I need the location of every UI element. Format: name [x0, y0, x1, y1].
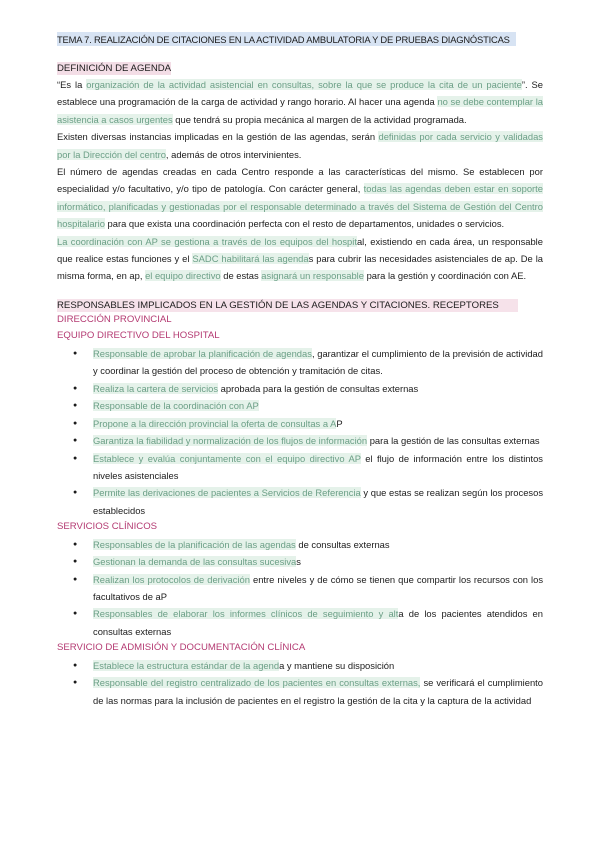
list-item: ● Responsable de la coordinación con AP [57, 397, 543, 414]
paragraph-definicion-2: Existen diversas instancias implicadas en la gestión de las agendas, serán definidas por cada servicio y validadas por la Dirección del centro, además de otros intervinientes. [57, 131, 543, 160]
document-title: TEMA 7. REALIZACIÓN DE CITACIONES EN LA ACTIVIDAD AMBULATORIA Y DE PRUEBAS DIAGNÓSTICAS [57, 32, 516, 46]
list-item: ● Gestionan la demanda de las consultas sucesivas [57, 553, 543, 570]
list-item: ● Responsable de aprobar la planificación de agendas, garantizar el cumplimiento de la previsión de actividad y coordinar la gestión del proceso de obtención y tramitación de citas. [57, 345, 543, 380]
section-heading-definicion: DEFINICIÓN DE AGENDA [57, 63, 172, 74]
list-item: ● Responsables de elaborar los informes clínicos de seguimiento y alta de los pacientes atendidos en consultas externas [57, 605, 543, 640]
list-equipo-directivo [57, 345, 543, 519]
subheading-equipo-directivo: EQUIPO DIRECTIVO DEL HOSPITAL [57, 330, 220, 342]
document-page [57, 30, 543, 709]
list-item: ● Establece la estructura estándar de la agenda y mantiene su disposición [57, 657, 543, 674]
paragraph-definicion-1: “Es la organización de la actividad asistencial en consultas, sobre la que se produce la cita de un paciente”. Se establece una programación de la carga de actividad y rango horario. Al hacer una agenda no se debe contemplar la asistencia a casos urgentes que tendrá su propia mecánica al margen de la actividad programada. [57, 79, 544, 125]
paragraph-definicion-4: La coordinación con AP se gestiona a través de los equipos del hospital, existiendo en cada área, un responsable que realice estas funciones y el SADC habilitará las agendas para cubrir las necesidades asistenciales de ap. De la misma forma, en ap, el equipo directivo de estas asignará un responsable para la gestión y coordinación con AE. [57, 235, 543, 282]
list-item: ● Responsable del registro centralizado de los pacientes en consultas externas, se verificará el cumplimiento de las normas para la inclusión de pacientes en el registro la gestión de la cita y la captura de la actividad [57, 674, 543, 709]
subheading-admision: SERVICIO DE ADMISIÓN Y DOCUMENTACIÓN CLÍNICA [57, 642, 306, 654]
list-servicios-clinicos [57, 536, 543, 640]
list-item: ● Establece y evalúa conjuntamente con el equipo directivo AP el flujo de información entre los distintos niveles asistenciales [57, 450, 543, 485]
list-item: ● Garantiza la fiabilidad y normalización de los flujos de información para la gestión de las consultas externas [57, 432, 543, 449]
list-item: ● Propone a la dirección provincial la oferta de consultas a AP [57, 415, 543, 432]
section-heading-responsables: RESPONSABLES IMPLICADOS EN LA GESTIÓN DE LAS AGENDAS Y CITACIONES. RECEPTORES [57, 299, 518, 312]
paragraph-definicion-3: El número de agendas creadas en cada Centro responde a las características del mismo. Se establecen por especialidad y/o facultativo, y/o tipo de patología. Con carácter general, todas las agendas deben estar en soporte informático, planificadas y gestionadas por el responsable determinado a través del Sistema de Gestión del Centro hospitalario para que exista una coordinación perfecta con el resto de departamentos, unidades o servicios. [57, 166, 543, 230]
list-item: ● Realizan los protocolos de derivación entre niveles y de cómo se tienen que compartir los recursos con los facultativos de aP [57, 571, 543, 606]
subheading-servicios-clinicos: SERVICIOS CLÍNICOS [57, 521, 158, 533]
list-item: ● Responsables de la planificación de las agendas de consultas externas [57, 536, 543, 553]
list-item: ● Realiza la cartera de servicios aprobada para la gestión de consultas externas [57, 380, 543, 397]
list-item: ● Permite las derivaciones de pacientes a Servicios de Referencia y que estas se realizan según los procesos establecidos [57, 484, 543, 519]
list-admision [57, 657, 543, 709]
subheading-direccion-provincial: DIRECCIÓN PROVINCIAL [57, 313, 172, 325]
